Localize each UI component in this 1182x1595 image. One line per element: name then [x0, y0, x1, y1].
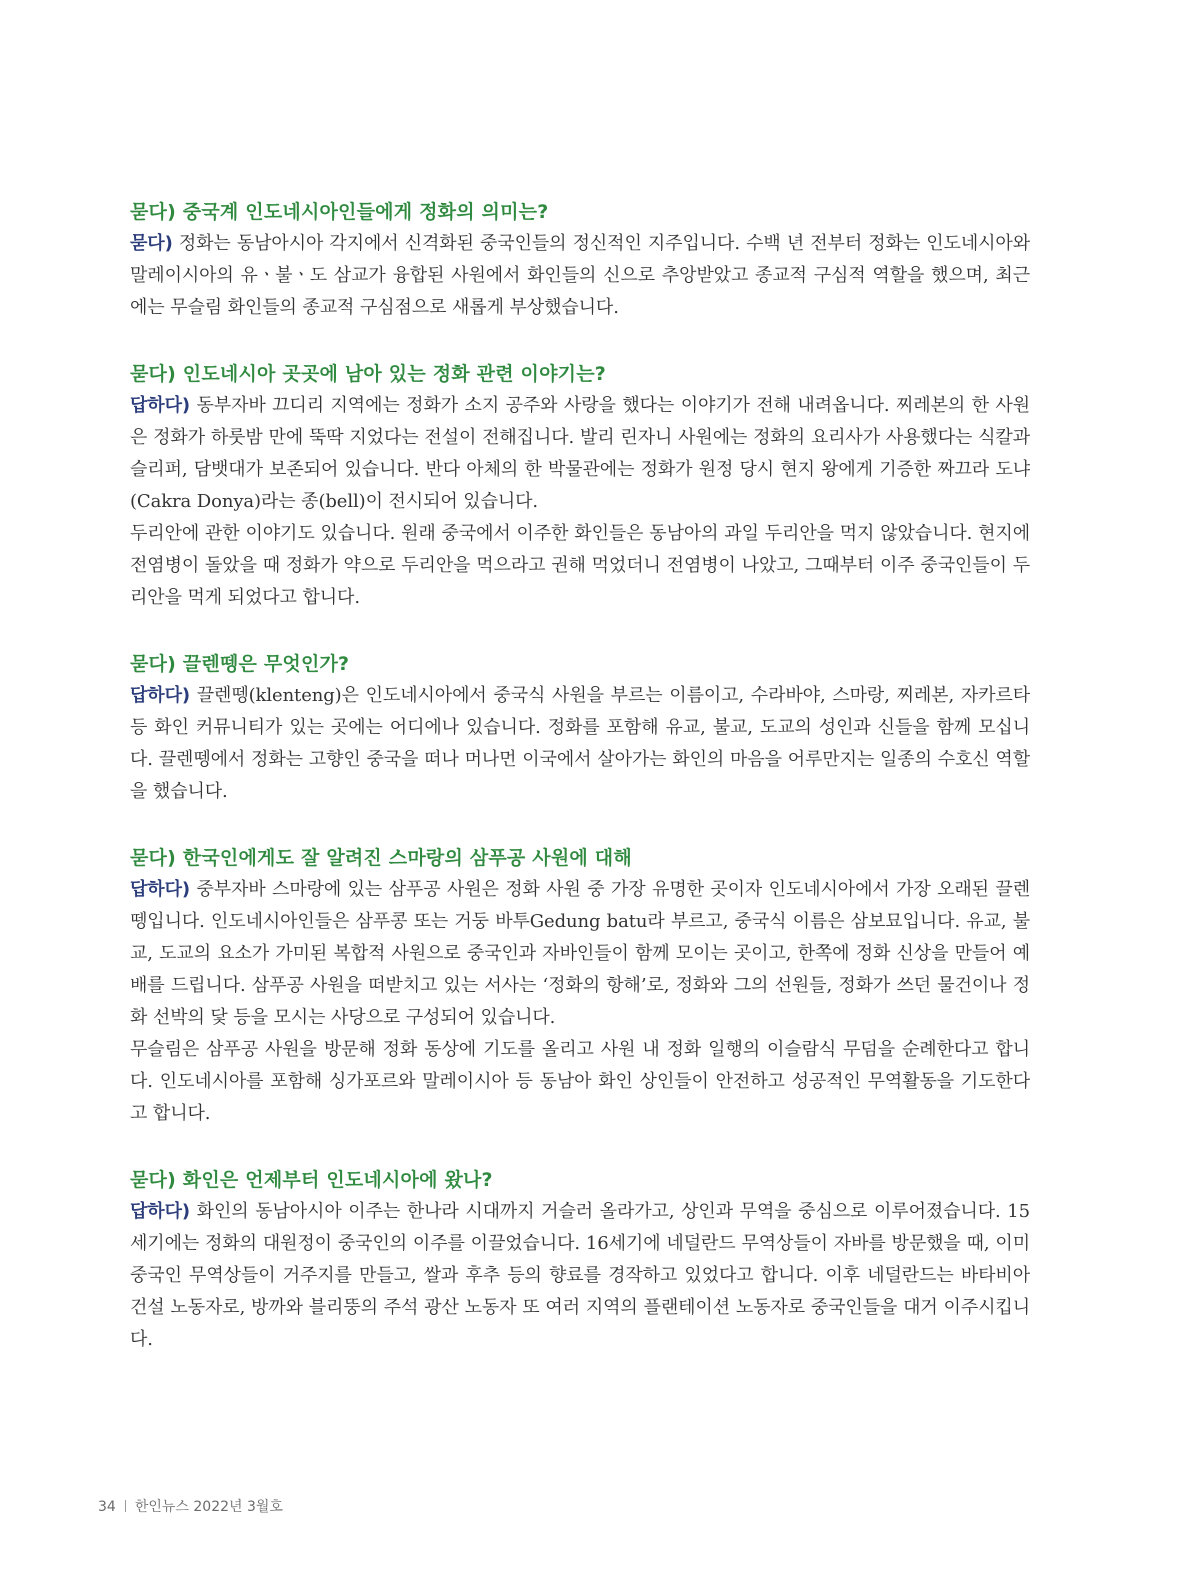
qa-section-3 [130, 648, 1030, 808]
answer-text: 끌렌뗑(klenteng)은 인도네시아에서 중국식 사원을 부르는 이름이고, 수라바야, 스마랑, 찌레본, 자카르타 등 화인 커뮤니티가 있는 곳에는 어디에나 있습니다. 정화를 포함해 유교, 불교, 도교의 성인과 신들을 함께 모십니다. 끌렌뗑에서 정화는 고향인 중국을 떠나 머나먼 이국에서 살아가는 화인의 마음을 어루만지는 일종의 수호신 역할을 했습니다. [130, 685, 1030, 802]
page-footer [98, 1496, 283, 1516]
answer-label: 답하다) [130, 1201, 190, 1222]
answer-paragraph [130, 228, 1030, 324]
answer-text: 중부자바 스마랑에 있는 삼푸공 사원은 정화 사원 중 가장 유명한 곳이자 인도네시아에서 가장 오래된 끌렌뗑입니다. 인도네시아인들은 삼푸콩 또는 거둥 바투Gedung batu라 부르고, 중국식 이름은 삼보묘입니다. 유교, 불교, 도교의 요소가 가미된 복합적 사원으로 중국인과 자바인들이 함께 모이는 곳이고, 한쪽에 정화 신상을 만들어 예배를 드립니다. 삼푸공 사원을 떠받치고 있는 서사는 ‘정화의 항해’로, 정화와 그의 선원들, 정화가 쓰던 물건이나 정화 선박의 닻 등을 모시는 사당으로 구성되어 있습니다. [130, 879, 1030, 1028]
qa-section-4 [130, 842, 1030, 1130]
answer-paragraph: 두리안에 관한 이야기도 있습니다. 원래 중국에서 이주한 화인들은 동남아의 과일 두리안을 먹지 않았습니다. 현지에 전염병이 돌았을 때 정화가 약으로 두리안을 먹으라고 권해 먹었더니 전염병이 나았고, 그때부터 이주 중국인들이 두리안을 먹게 되었다고 합니다. [130, 523, 1030, 608]
question-heading: 묻다) 중국계 인도네시아인들에게 정화의 의미는? [130, 201, 549, 223]
answer-label: 묻다) [130, 233, 173, 254]
qa-section-5 [130, 1164, 1030, 1356]
answer-label: 답하다) [130, 879, 190, 900]
question-heading: 묻다) 끌렌뗑은 무엇인가? [130, 653, 350, 675]
footer-divider [125, 1500, 126, 1512]
qa-section-2 [130, 358, 1030, 614]
answer-paragraph [130, 390, 1030, 518]
question-heading: 묻다) 한국인에게도 잘 알려진 스마랑의 삼푸공 사원에 대해 [130, 847, 632, 869]
answer-label: 답하다) [130, 685, 190, 706]
answer-text: 정화는 동남아시아 각지에서 신격화된 중국인들의 정신적인 지주입니다. 수백 년 전부터 정화는 인도네시아와 말레이시아의 유ㆍ불ㆍ도 삼교가 융합된 사원에서 화인들의 신으로 추앙받았고 종교적 구심적 역할을 했으며, 최근에는 무슬림 화인들의 종교적 구심점으로 새롭게 부상했습니다. [130, 233, 1030, 318]
answer-paragraph [130, 874, 1030, 1034]
answer-text: 화인의 동남아시아 이주는 한나라 시대까지 거슬러 올라가고, 상인과 무역을 중심으로 이루어졌습니다. 15세기에는 정화의 대원정이 중국인의 이주를 이끌었습니다. 16세기에 네덜란드 무역상들이 자바를 방문했을 때, 이미 중국인 무역상들이 거주지를 만들고, 쌀과 후추 등의 향료를 경작하고 있었다고 합니다. 이후 네덜란드는 바타비아 건설 노동자로, 방까와 블리뚱의 주석 광산 노동자 또 여러 지역의 플랜테이션 노동자로 중국인들을 대거 이주시킵니다. [130, 1201, 1030, 1350]
question-heading: 묻다) 인도네시아 곳곳에 남아 있는 정화 관련 이야기는? [130, 363, 606, 385]
answer-text: 동부자바 끄디리 지역에는 정화가 소지 공주와 사랑을 했다는 이야기가 전해 내려옵니다. 찌레본의 한 사원은 정화가 하룻밤 만에 뚝딱 지었다는 전설이 전해집니다. 발리 린자니 사원에는 정화의 요리사가 사용했다는 식칼과 슬리퍼, 담뱃대가 보존되어 있습니다. 반다 아체의 한 박물관에는 정화가 원정 당시 현지 왕에게 기증한 짜끄라 도냐(Cakra Donya)라는 종(bell)이 전시되어 있습니다. [130, 395, 1030, 512]
answer-label: 답하다) [130, 395, 190, 416]
answer-paragraph: 무슬림은 삼푸공 사원을 방문해 정화 동상에 기도를 올리고 사원 내 정화 일행의 이슬람식 무덤을 순례한다고 합니다. 인도네시아를 포함해 싱가포르와 말레이시아 등 동남아 화인 상인들이 안전하고 성공적인 무역활동을 기도한다고 합니다. [130, 1039, 1030, 1124]
publication-name: 한인뉴스 2022년 3월호 [134, 1499, 283, 1515]
article-body [130, 196, 1030, 1390]
question-heading: 묻다) 화인은 언제부터 인도네시아에 왔나? [130, 1169, 493, 1191]
qa-section-1 [130, 196, 1030, 324]
answer-paragraph [130, 1196, 1030, 1356]
answer-paragraph [130, 680, 1030, 808]
page-number: 34 [98, 1499, 116, 1515]
